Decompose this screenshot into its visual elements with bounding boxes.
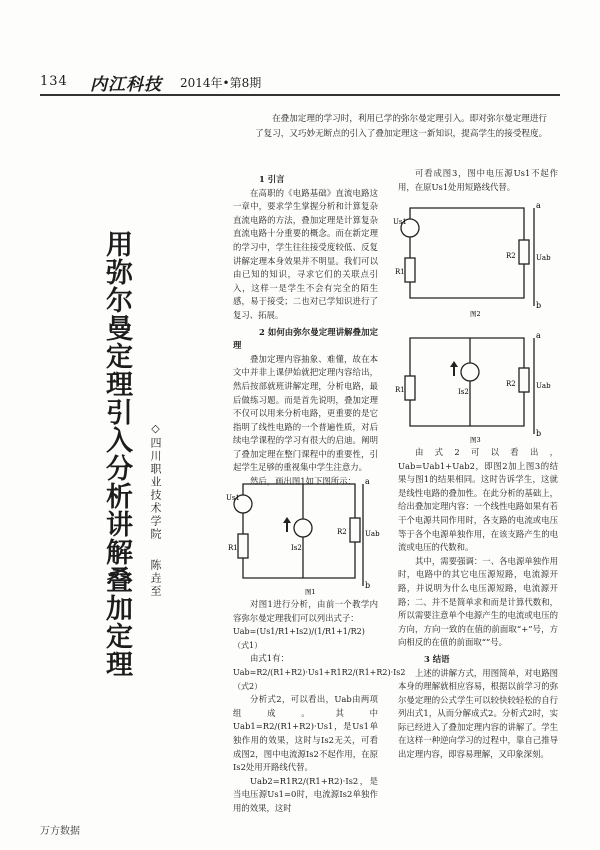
paragraph: 叠加定理内容抽象、难懂，故在本文中并非上课伊始就把定理内容给出，然后按部就班讲解定理，分析电路，最后做练习题。而是首先说明，叠加定理不仅可以用来分析电路，更重要的是它指明了线性电路的一个普遍性质，对后续电学课程的学习有很大的启迪。阐明了叠加定理在整门课程中的重要性，引起学生足够的重视集中学生注意力。 (233, 353, 378, 473)
figure-1-caption: 图1 (305, 588, 316, 596)
paragraph: 然后，画出图1如下图所示： (250, 476, 356, 487)
fig2-label-a: a (536, 201, 541, 210)
figure-2-circuit (392, 200, 557, 318)
fig1-label-is2: Is2 (291, 544, 302, 552)
fig3-label-b: b (536, 429, 542, 438)
figure-2-caption: 图2 (470, 310, 481, 318)
figure-1-circuit (225, 478, 385, 596)
fig3-label-is2: Is2 (458, 388, 469, 396)
fig1-label-a: a (365, 478, 370, 486)
figure-3-circuit (392, 326, 557, 444)
column-2-bottom (398, 446, 558, 762)
paragraph: 可看成图3，图中电压源Us1不起作用，在原Us1处用短路线代替。 (398, 168, 558, 192)
author-affiliation: ◇四川职业技术学院 (149, 422, 162, 541)
paragraph: 其中，需要强调：一、各电源单独作用时，电路中的其它电压源短路，电流源开路，并说明为什么电压源短路，电流源开路；二、并不是简单求和而是计算代数和，所以需要注意单个电源产生的电流或电压的方向，方向一致的在值的前面取“+”号，方向相反的在值的前面取“”号。 (398, 555, 558, 648)
paragraph: Uab2=R1R2/(R1+R2)·Is2，是当电压源Us1=0时，电流源Is2单独作用的效果，这时 (233, 775, 378, 813)
figure-3-caption: 图3 (470, 436, 481, 444)
fig2-label-b: b (536, 301, 542, 310)
fig3-label-r1: R1 (395, 386, 405, 394)
formula-1: Uab=(Us1/R1+Is2)/(1/R1+1/R2) （式1） (233, 627, 365, 650)
fig2-label-r2: R2 (506, 252, 516, 260)
fig1-label-b: b (365, 581, 371, 590)
fig1-label-r1: R1 (228, 544, 238, 552)
fig3-label-uab: Uab (536, 382, 551, 390)
paragraph: 上述的讲解方式，用图简单，对电路图本身的理解就相应容易，根据以前学习的弥尔曼定理的公式学生可以较快较轻松的自行列出式1，从而分解成式2。分析式2时，实际已经进入了叠加定理内容的讲解了。学生在这样一种逆向学习的过程中，靠自己推导出定理内容，即容易理解，又印象深刻。 (398, 667, 558, 760)
section-heading-3: 3 结语 (424, 653, 450, 664)
column-2-top (398, 167, 558, 194)
paragraph: 对图1进行分析，由前一个教学内容弥尔曼定理我们可以列出式子： (233, 599, 378, 623)
section-heading-2: 2 如何由弥尔曼定理讲解叠加定理 (233, 326, 378, 351)
fig1-label-uab: Uab (365, 530, 380, 538)
journal-issue: 2014年•第8期 (180, 76, 262, 90)
journal-brand: 内江科技 (90, 75, 162, 95)
fig1-label-us1: Us1 (226, 494, 240, 502)
footer-watermark: 万方数据 (40, 826, 80, 837)
section-heading-1: 1 引言 (259, 174, 285, 184)
fig1-label-r2: R2 (337, 528, 347, 536)
paragraph: 由式1有： (250, 653, 289, 664)
fig3-label-a: a (536, 331, 541, 340)
paragraph: 在高职的《电路基础》直流电路这一章中，要求学生掌握分析和计算复杂直流电路的方法，叠加定理是计算复杂直流电路十分重要的概念。而在新定理的学习中，学生往往接受度较低、反复讲解定理本身效果并不明显。我们可以由已知的知识，寻求它们的关联点引入，这样一是学生不会有完全的陌生感，易于接受；二也对已学知识进行了复习、拓展。 (233, 187, 378, 320)
column-1-bottom (233, 598, 406, 816)
formula-2: Uab=R2/(R1+R2)·Us1+R1R2/(R1+R2)·Is2 （式2） (233, 667, 406, 691)
lead-paragraph: 在叠加定理的学习时，利用已学的弥尔曼定理引入。即对弥尔曼定理进行了复习，又巧妙无断点的引入了叠加定理这一新知识，提高学生的接受程度。 (255, 114, 548, 139)
paragraph: 由式2可以看出，Uab=Uab1+Uab2，即图2加上图3的结果与图1的结果相同。这时告诉学生，这就是线性电路的叠加性。在此分析的基础上，给出叠加定理内容：一个线性电路如果有若干个电源共同作用时，各支路的电流或电压等于各个电源单独作用，在该支路产生的电流或电压的代数和。 (398, 447, 558, 553)
fig2-label-r1: R1 (395, 268, 405, 276)
fig2-label-uab: Uab (536, 254, 551, 262)
fig2-label-us1: Us1 (393, 218, 407, 226)
author-name: 陈垚至 (149, 559, 162, 598)
author-block (142, 404, 162, 598)
paragraph: 分析式2，可以看出，Uab由两项组成。其中Uab1=R2/(R1+R2)·Us1，是Us1单独作用的效果，这时与Is2无关，可看成图2，图中电流源Is2不起作用，在原Is2处用开路线代替。 (233, 694, 378, 773)
header-rule (40, 94, 560, 96)
article-title: 用弥尔曼定理引入分析讲解叠加定理 (101, 230, 132, 678)
fig3-label-r2: R2 (506, 380, 516, 388)
column-1-top (233, 170, 378, 489)
page-number: 134 (40, 74, 68, 89)
